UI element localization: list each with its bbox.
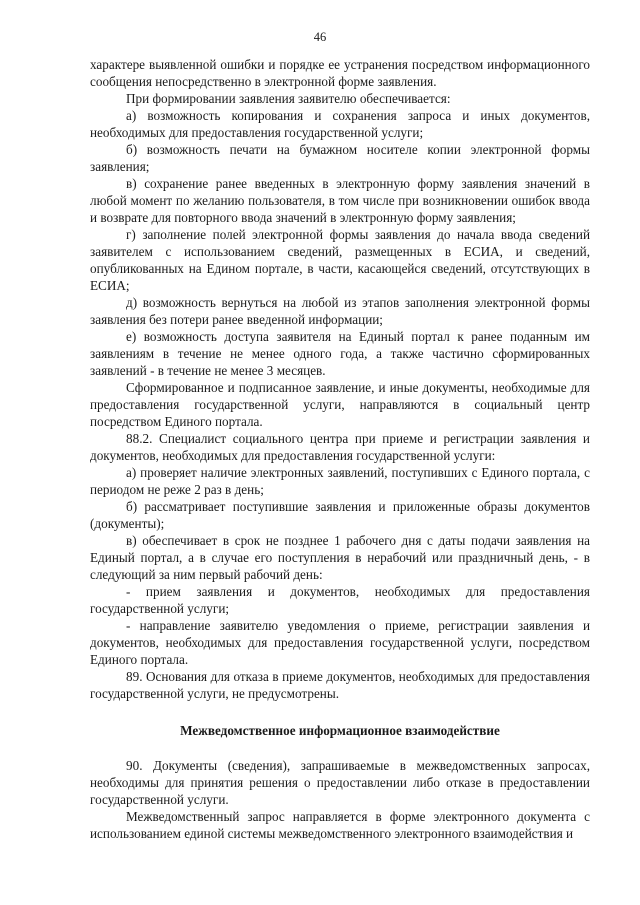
dash-item-reception: - прием заявления и документов, необходимых для предоставления государственной услуги;	[90, 584, 590, 616]
paragraph-89: 89. Основания для отказа в приеме документов, необходимых для предоставления государственной услуги, не предусмотрены.	[90, 669, 590, 701]
list-item-g: г) заполнение полей электронной формы заявления до начала ввода сведений заявителем с использованием сведений, размещенных в ЕСИА, и сведений, опубликованных на Едином портале, в части, касающейся сведений, отсутствующих в ЕСИА;	[90, 227, 590, 293]
list-item-88-2-b: б) рассматривает поступившие заявления и приложенные образы документов (документы);	[90, 499, 590, 531]
list-item-b: б) возможность печати на бумажном носителе копии электронной формы заявления;	[90, 142, 590, 174]
paragraph-90: 90. Документы (сведения), запрашиваемые в межведомственных запросах, необходимы для принятия решения о предоставлении либо отказе в предоставлении государственной услуги.	[90, 758, 590, 807]
paragraph-interagency-request: Межведомственный запрос направляется в форме электронного документа с использованием единой системы межведомственного электронного взаимодействия и	[90, 809, 590, 841]
dash-item-notification: - направление заявителю уведомления о приеме, регистрации заявления и документов, необходимых для предоставления государственной услуги, посредством Единого портала.	[90, 618, 590, 667]
list-item-88-2-v: в) обеспечивает в срок не позднее 1 рабочего дня с даты подачи заявления на Единый портал, а в случае его поступления в нерабочий или праздничный день, - в следующий за ним первый рабочий день:	[90, 533, 590, 582]
list-item-88-2-a: а) проверяет наличие электронных заявлений, поступивших с Единого портала, с периодом не реже 2 раз в день;	[90, 465, 590, 497]
paragraph-88-2: 88.2. Специалист социального центра при приеме и регистрации заявления и документов, необходимых для предоставления государственной услуги:	[90, 431, 590, 463]
paragraph-submission: Сформированное и подписанное заявление, и иные документы, необходимые для предоставления государственной услуги, направляются в социальный центр посредством Единого портала.	[90, 380, 590, 429]
list-item-a: а) возможность копирования и сохранения запроса и иных документов, необходимых для предоставления государственной услуги;	[90, 108, 590, 140]
document-body	[90, 56, 590, 842]
list-item-e: е) возможность доступа заявителя на Единый портал к ранее поданным им заявлениям в течение не менее одного года, а также частично сформированных заявлений - в течение не менее 3 месяцев.	[90, 329, 590, 378]
list-item-d: д) возможность вернуться на любой из этапов заполнения электронной формы заявления без потери ранее введенной информации;	[90, 295, 590, 327]
paragraph-intro: При формировании заявления заявителю обеспечивается:	[126, 91, 451, 106]
section-heading: Межведомственное информационное взаимодействие	[180, 723, 500, 738]
paragraph-continuation: характере выявленной ошибки и порядке ее устранения посредством информационного сообщения непосредственно в электронной форме заявления.	[90, 57, 590, 89]
list-item-v: в) сохранение ранее введенных в электронную форму заявления значений в любой момент по желанию пользователя, в том числе при возникновении ошибок ввода и возврате для повторного ввода значений в электронную форму заявления;	[90, 176, 590, 225]
page-number: 46	[313, 30, 327, 44]
